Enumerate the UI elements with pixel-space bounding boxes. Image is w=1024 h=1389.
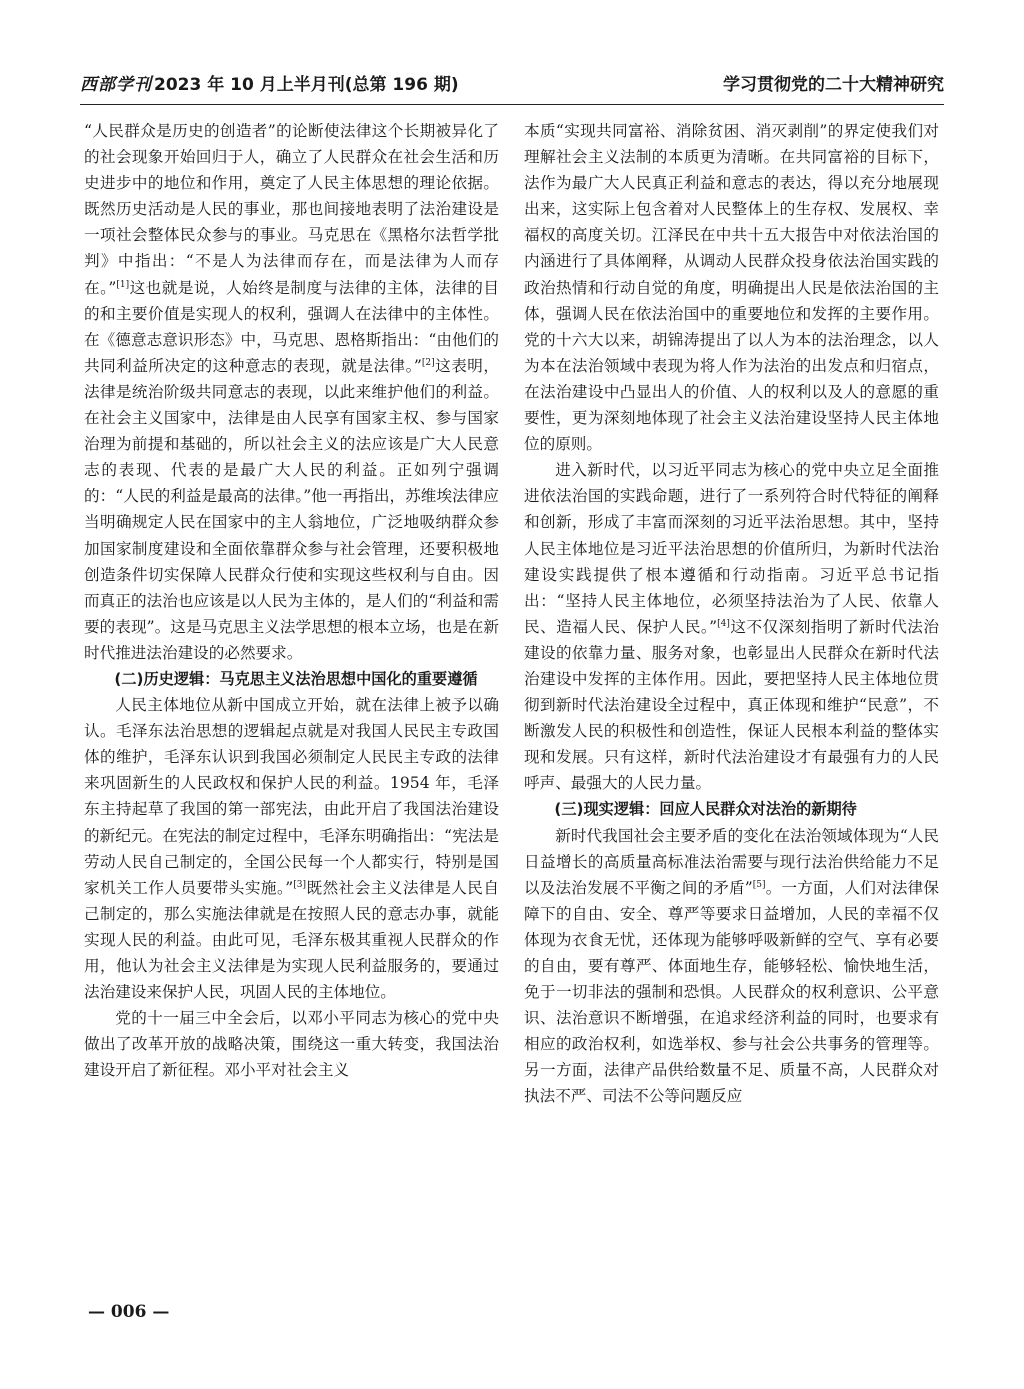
header-divider xyxy=(80,104,944,105)
header-journal-info xyxy=(80,72,459,98)
right-column xyxy=(524,118,939,1110)
running-header xyxy=(80,72,944,102)
issue-label: 2023 年 10 月上半月刊(总第 196 期) xyxy=(154,75,459,95)
section-title: 学习贯彻党的二十大精神研究 xyxy=(723,75,944,95)
paragraph: 党的十一届三中全会后，以邓小平同志为核心的党中央做出了改革开放的战略决策，围绕这一重大转变，我国法治建设开启了新征程。邓小平对社会主义 xyxy=(84,1009,499,1080)
page-number: — 006 — xyxy=(88,1302,170,1322)
paragraph: “人民群众是历史的创造者”的论断使法律这个长期被异化了的社会现象开始回归于人，确立了人民群众在社会生活和历史进步中的地位和作用，奠定了人民主体思想的理论依据。既然历史活动是人民的事业，那也间接地表明了法治建设是一项社会整体民众参与的事业。马克思在《黑格尔法哲学批判》中指出：“不是人为法律而存在，而是法律为人而存在。”[1]这也就是说，人始终是制度与法律的主体，法律的目的和主要价值是实现人的权利，强调人在法律中的主体性。在《德意志意识形态》中，马克思、恩格斯指出：“由他们的共同利益所决定的这种意志的表现，就是法律。”[2]这表明，法律是统治阶级共同意志的表现，以此来维护他们的利益。在社会主义国家中，法律是由人民享有国家主权、参与国家治理为前提和基础的，所以社会主义的法应该是广大人民意志的表现、代表的是最广大人民的利益。正如列宁强调的：“人民的利益是最高的法律。”他一再指出，苏维埃法律应当明确规定人民在国家中的主人翁地位，广泛地吸纳群众参加国家制度建设和全面依靠群众参与社会管理，还要积极地创造条件切实保障人民群众行使和实现这些权利与自由。因而真正的法治也应该是以人民为主体的，是人们的“利益和需要的表现”。这是马克思主义法学思想的根本立场，也是在新时代推进法治建设的必然要求。 xyxy=(84,122,499,662)
paragraph: 进入新时代，以习近平同志为核心的党中央立足全面推进依法治国的实践命题，进行了一系列符合时代特征的阐释和创新，形成了丰富而深刻的习近平法治思想。其中，坚持人民主体地位是习近平法治思想的价值所归，为新时代法治建设实践提供了根本遵循和行动指南。习近平总书记指出：“坚持人民主体地位，必须坚持法治为了人民、依靠人民、造福人民、保护人民。”[4]这不仅深刻指明了新时代法治建设的依靠力量、服务对象，也彰显出人民群众在新时代法治建设中发挥的主体作用。因此，要把坚持人民主体地位贯彻到新时代法治建设全过程中，真正体现和维护“民意”，不断激发人民的积极性和创造性，保证人民根本利益的整体实现和发展。只有这样，新时代法治建设才有最强有力的人民呼声、最强大的人民力量。 xyxy=(524,461,939,793)
citation-ref: [1] xyxy=(116,279,130,290)
paragraph: 新时代我国社会主要矛盾的变化在法治领域体现为“人民日益增长的高质量高标准法治需要与现行法治供给能力不足以及法治发展不平衡之间的矛盾”[5]。一方面，人们对法律保障下的自由、安全、尊严等要求日益增加，人民的幸福不仅体现为衣食无忧，还体现为能够呼吸新鲜的空气、享有必要的自由，要有尊严、体面地生存，能够轻松、愉快地生活，免于一切非法的强制和恐惧。人民群众的权利意识、公平意识、法治意识不断增强，在追求经济利益的同时，也要求有相应的政治权利，如选举权、参与社会公共事务的管理等。另一方面，法律产品供给数量不足、质量不高，人民群众对执法不严、司法不公等问题反应 xyxy=(524,826,939,1106)
journal-logo: 西部学刊 xyxy=(80,75,152,95)
section-heading: (三)现实逻辑：回应人民群众对法治的新期待 xyxy=(554,800,857,819)
left-column xyxy=(84,118,499,1083)
paragraph: 人民主体地位从新中国成立开始，就在法律上被予以确认。毛泽东法治思想的逻辑起点就是对我国人民民主专政国体的维护，毛泽东认识到我国必须制定人民民主专政的法律来巩固新生的人民政权和保护人民的利益。1954 年，毛泽东主持起草了我国的第一部宪法，由此开启了我国法治建设的新纪元。在宪法的制定过程中，毛泽东明确指出：“宪法是劳动人民自己制定的，全国公民每一个人都实行，特别是国家机关工作人员要带头实施。”[3]既然社会主义法律是人民自己制定的，那么实施法律就是在按照人民的意志办事，就能实现人民的利益。由此可见，毛泽东极其重视人民群众的作用，他认为社会主义法律是为实现人民利益服务的，要通过法治建设来保护人民，巩固人民的主体地位。 xyxy=(84,696,499,1002)
citation-ref: [2] xyxy=(421,357,435,368)
citation-ref: [5] xyxy=(752,879,766,890)
paragraph: 本质“实现共同富裕、消除贫困、消灭剥削”的界定使我们对理解社会主义法制的本质更为清晰。在共同富裕的目标下，法作为最广大人民真正利益和意志的表达，得以充分地展现出来，这实际上包含着对人民整体上的生存权、发展权、幸福权的高度关切。江泽民在中共十五大报告中对依法治国的内涵进行了具体阐释，从调动人民群众投身依法治国实践的政治热情和行动自觉的角度，明确提出人民是依法治国的主体，强调人民在依法治国中的重要地位和发挥的主要作用。党的十六大以来，胡锦涛提出了以人为本的法治理念，以人为本在法治领域中表现为将人作为法治的出发点和归宿点，在法治建设中凸显出人的价值、人的权利以及人的意愿的重要性，更为深刻地体现了社会主义法治建设坚持人民主体地位的原则。 xyxy=(524,122,939,454)
citation-ref: [3] xyxy=(293,879,306,890)
section-heading: (二)历史逻辑：马克思主义法治思想中国化的重要遵循 xyxy=(114,669,478,688)
citation-ref: [4] xyxy=(717,618,730,629)
